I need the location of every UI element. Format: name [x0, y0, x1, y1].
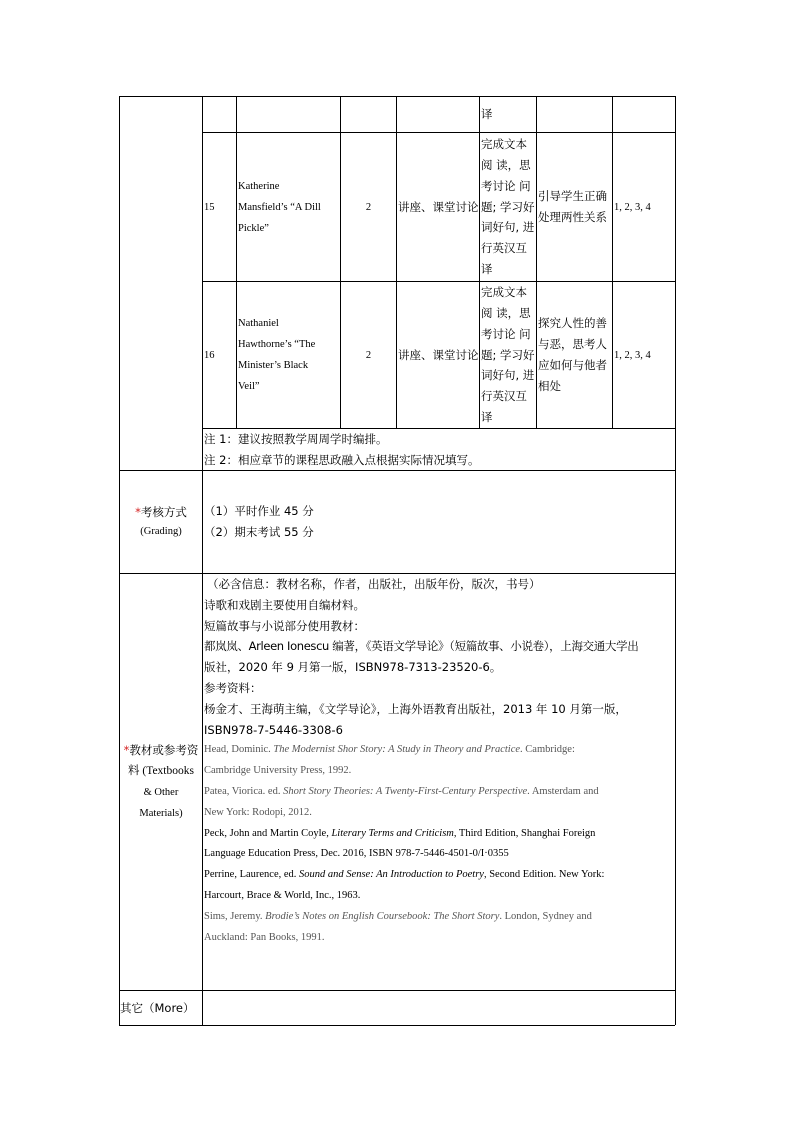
- teaching-method: [397, 133, 480, 281]
- grading-label-cn: 考核方式: [140, 505, 187, 519]
- required-star: *: [123, 743, 130, 757]
- ideology-line: 引导学生正确: [538, 189, 607, 203]
- ref-title: Literary Terms and Criticism: [331, 827, 454, 839]
- ideology-point: [537, 282, 612, 428]
- hours: [341, 133, 396, 281]
- teaching-content: [237, 133, 340, 281]
- hours: [341, 282, 396, 428]
- materials-line: 参考资料：: [204, 680, 262, 695]
- tasks-line: 词好句, 进: [481, 368, 535, 383]
- tasks-line: 完成文本: [481, 285, 527, 300]
- more-label-text: 其它（More）: [120, 1000, 195, 1015]
- ref-lead: Peck, John and Martin Coyle,: [204, 827, 332, 839]
- tasks-line: 译: [481, 409, 493, 424]
- ref-tail: . London, Sydney and: [499, 910, 592, 922]
- materials-line: 都岚岚、Arleen Ionescu 编著，《英语文学导论》（短篇故事、小说卷），上海交通大学出: [204, 639, 639, 654]
- reference-item: [204, 740, 674, 761]
- hours-text: 2: [365, 201, 372, 213]
- reference-item-cont: New York: Rodopi, 2012.: [204, 806, 312, 818]
- week-number: [203, 133, 236, 281]
- hours-text: 2: [365, 349, 372, 361]
- objectives-text: 1, 2, 3, 4: [614, 349, 651, 361]
- student-tasks: [480, 133, 536, 281]
- ref-lead: Head, Dominic.: [204, 744, 274, 756]
- method-text: 讲座、课堂讨论: [398, 347, 479, 362]
- required-star: *: [135, 505, 141, 519]
- tasks-line: 词好句, 进: [481, 220, 535, 235]
- student-tasks: [480, 282, 536, 428]
- reference-item-cont: Cambridge University Press, 1992.: [204, 765, 352, 777]
- grading-item: （1）平时作业 45 分: [204, 504, 314, 518]
- ref-tail: , Third Edition, Shanghai Foreign: [453, 827, 596, 839]
- ref-title: Brodie’s Notes on English Coursebook: The Short Story: [265, 910, 500, 922]
- prev-row-tasks-text: 译: [481, 106, 493, 121]
- course-objectives: [613, 282, 675, 428]
- week-number: [203, 282, 236, 428]
- content-line: Minister’s Black: [238, 360, 309, 371]
- materials-line: 版社，2020 年 9 月第一版，ISBN978-7313-23520-6。: [204, 660, 502, 675]
- reference-item: [204, 865, 674, 886]
- week-text: 16: [204, 349, 215, 361]
- grading-item: （2）期末考试 55 分: [204, 525, 314, 539]
- materials-label-line: & Other: [143, 787, 179, 798]
- schedule-notes: [204, 429, 674, 470]
- tasks-line: 行英汉互: [481, 241, 527, 256]
- materials-label-line: 教材或参考资: [129, 743, 199, 757]
- more-value: [203, 991, 675, 1025]
- reference-item: [204, 782, 674, 803]
- materials-line: 诗歌和戏剧主要使用自编材料。: [204, 597, 365, 612]
- note-line: 注 1：建议按照教学周周学时编排。: [204, 432, 388, 446]
- materials-label-line: Materials): [139, 808, 183, 819]
- materials-line: 杨金才、王海萌主编，《文学导论》，上海外语教育出版社，2013 年 10 月第一版，: [204, 701, 627, 716]
- objectives-text: 1, 2, 3, 4: [614, 201, 651, 213]
- ideology-line: 应如何与他者: [538, 358, 607, 372]
- ideology-line: 相处: [538, 379, 561, 393]
- materials-label: [120, 574, 202, 990]
- content-line: Mansfield’s “A Dill: [238, 201, 321, 213]
- grading-label: [120, 471, 202, 573]
- ref-tail: , Second Edition. New York:: [483, 869, 605, 881]
- tasks-line: 题; 学习好: [481, 347, 535, 362]
- reference-item-cont: Harcourt, Brace & World, Inc., 1963.: [204, 889, 361, 901]
- reference-item: [204, 824, 674, 845]
- course-objectives: [613, 133, 675, 281]
- tasks-line: 阅 读，思: [481, 158, 531, 172]
- tasks-line: 考讨论 问: [481, 326, 531, 341]
- teaching-method: [397, 282, 480, 428]
- ref-lead: Perrine, Laurence, ed.: [204, 869, 300, 881]
- prev-row-tasks-tail: [480, 96, 536, 132]
- content-line: Veil”: [238, 381, 260, 392]
- materials-line: ISBN978-7-5446-3308-6: [204, 722, 343, 737]
- ideology-line: 探究人性的善: [538, 316, 607, 330]
- ideology-line: 处理两性关系: [538, 210, 607, 224]
- note-line: 注 2：相应章节的课程思政融入点根据实际情况填写。: [204, 452, 480, 467]
- materials-line: 短篇故事与小说部分使用教材：: [204, 618, 365, 633]
- ref-title: The Modernist Shor Story: A Study in Theory and Practice: [273, 744, 521, 756]
- tasks-line: 考讨论 问: [481, 178, 531, 193]
- content-line: Katherine: [238, 180, 280, 192]
- grading-label-en: (Grading): [140, 526, 182, 537]
- tasks-line: 行英汉互: [481, 389, 527, 404]
- grading-items: [204, 471, 674, 573]
- content-line: Nathaniel: [238, 318, 279, 329]
- tasks-line: 译: [481, 261, 493, 276]
- reference-item-cont: Auckland: Pan Books, 1991.: [204, 931, 325, 943]
- reference-item-cont: Language Education Press, Dec. 2016, ISBN 978-7-5446-4501-0/I·0355: [204, 848, 509, 860]
- method-text: 讲座、课堂讨论: [398, 199, 479, 214]
- ref-lead: Sims, Jeremy.: [204, 910, 266, 922]
- tasks-line: 完成文本: [481, 137, 527, 152]
- ref-tail: . Amsterdam and: [527, 785, 599, 797]
- week-text: 15: [204, 201, 215, 213]
- ideology-point: [537, 133, 612, 281]
- tasks-line: 题; 学习好: [481, 199, 535, 214]
- reference-item: [204, 907, 674, 928]
- tasks-line: 阅 读，思: [481, 306, 531, 320]
- content-line: Pickle”: [238, 222, 269, 234]
- content-line: Hawthorne’s “The: [238, 339, 316, 350]
- ref-tail: . Cambridge:: [520, 744, 575, 756]
- ideology-line: 与恶，思考人: [538, 337, 607, 351]
- ref-lead: Patea, Viorica. ed.: [204, 785, 284, 797]
- materials-line: （必含信息：教材名称，作者，出版社，出版年份，版次，书号）: [207, 577, 541, 591]
- materials-content: [204, 574, 674, 948]
- ref-title: Short Story Theories: A Twenty-First-Century Perspective: [283, 785, 528, 797]
- materials-label-line: 料 (Textbooks: [128, 765, 194, 777]
- reference-list: [204, 740, 674, 948]
- more-label: [120, 991, 202, 1025]
- ref-title: Sound and Sense: An Introduction to Poetry: [299, 869, 484, 881]
- teaching-content: [237, 282, 340, 428]
